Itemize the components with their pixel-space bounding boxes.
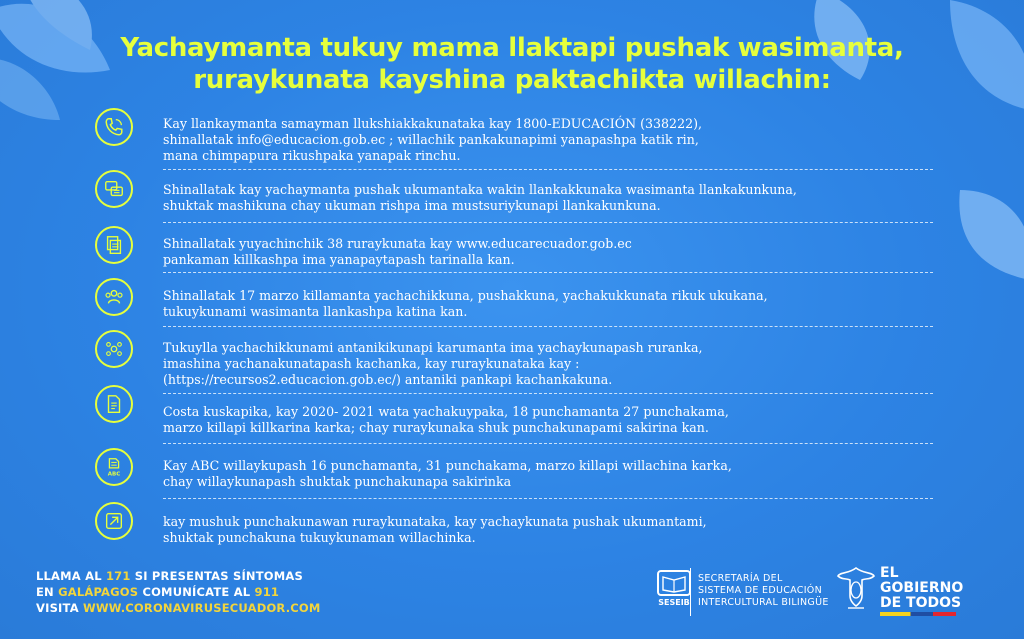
divider [163,498,933,499]
chat-icon [95,170,133,208]
coat-of-arms-icon [836,566,876,612]
group-icon [95,278,133,316]
document-icon [95,385,133,423]
website-link[interactable]: WWW.CORONAVIRUSECUADOR.COM [83,601,321,615]
footer-contact: LLAMA AL 171 SI PRESENTAS SÍNTOMAS EN GALÁPAGOS COMUNÍCATE AL 911 VISITA WWW.CORONAVIRUSECUADOR.COM [36,569,321,615]
item-text: Shinallatak kay yachaymanta pushak ukumantaka wakin llankakkunaka wasimanta llankakunkuna, shuktak mashikuna chay ukuman rishpa ima mustsuriykunapi llankakunkuna. [163,182,797,213]
external-link-icon [95,502,133,540]
logo-divider [690,568,691,616]
page-title [0,32,1024,96]
item-text: Kay ABC willaykupash 16 punchamanta, 31 punchakama, marzo killapi willachina karka, chay willaykunapash shuktak punchakunapa sakirinka [163,458,732,489]
flag-color-bar [880,612,956,616]
book-icon [657,570,691,596]
divider [163,272,933,273]
phone-icon [95,108,133,146]
item-text: Tukuylla yachachikkunami antanikikunapi karumanta ima yachaykunapash ruranka, imashina yachanakunatapash kachanka, kay ruraykunataka kay : (https://recursos2.educacion.gob.ec/) antaniki pankapi kachankakuna. [163,340,703,387]
divider [163,169,933,170]
divider [163,222,933,223]
gobierno-logo-text: EL GOBIERNO DE TODOS [880,565,964,611]
item-text: Shinallatak yuyachinchik 38 ruraykunata kay www.educarecuador.gob.ec pankaman killkashpa ima yanapaytapash tarinalla kan. [163,236,632,267]
item-text: Costa kuskapika, kay 2020- 2021 wata yachakuypaka, 18 punchamanta 27 punchakama, marzo killapi killkarina karka; chay ruraykunaka shuk punchakunapami sakirina kan. [163,404,729,435]
secretaria-label: SECRETARÍA DEL SISTEMA DE EDUCACIÓN INTERCULTURAL BILINGÜE [698,573,829,608]
divider [163,393,933,394]
divider [163,326,933,327]
documents-icon [95,226,133,264]
abc-icon [95,448,133,486]
title-line-2: ruraykunata kayshina paktachikta willachin: [193,65,831,95]
title-line-1: Yachaymanta tukuy mama llaktapi pushak wasimanta, [120,33,904,63]
divider [163,443,933,444]
seseib-label: SESEIB [658,598,690,607]
item-text: kay mushuk punchakunawan ruraykunataka, kay yachaykunata pushak ukumantami, shuktak punchakuna tukuykunaman willachinka. [163,514,707,545]
item-text: Kay llankaymanta samayman llukshiakkakunataka kay 1800-EDUCACIÓN (338222), shinallatak info@educacion.gob.ec ; willachik pankakunapimi yanapashpa katik rin, mana chimpapura rikushpaka yanapak rinchu. [163,116,703,163]
svg-text:ABC: ABC [107,471,121,478]
community-icon [95,330,133,368]
item-text: Shinallatak 17 marzo killamanta yachachikkuna, pushakkuna, yachakukkunata rikuk ukukana, tukuykunami wasimanta llankashpa katina kan. [163,288,768,319]
